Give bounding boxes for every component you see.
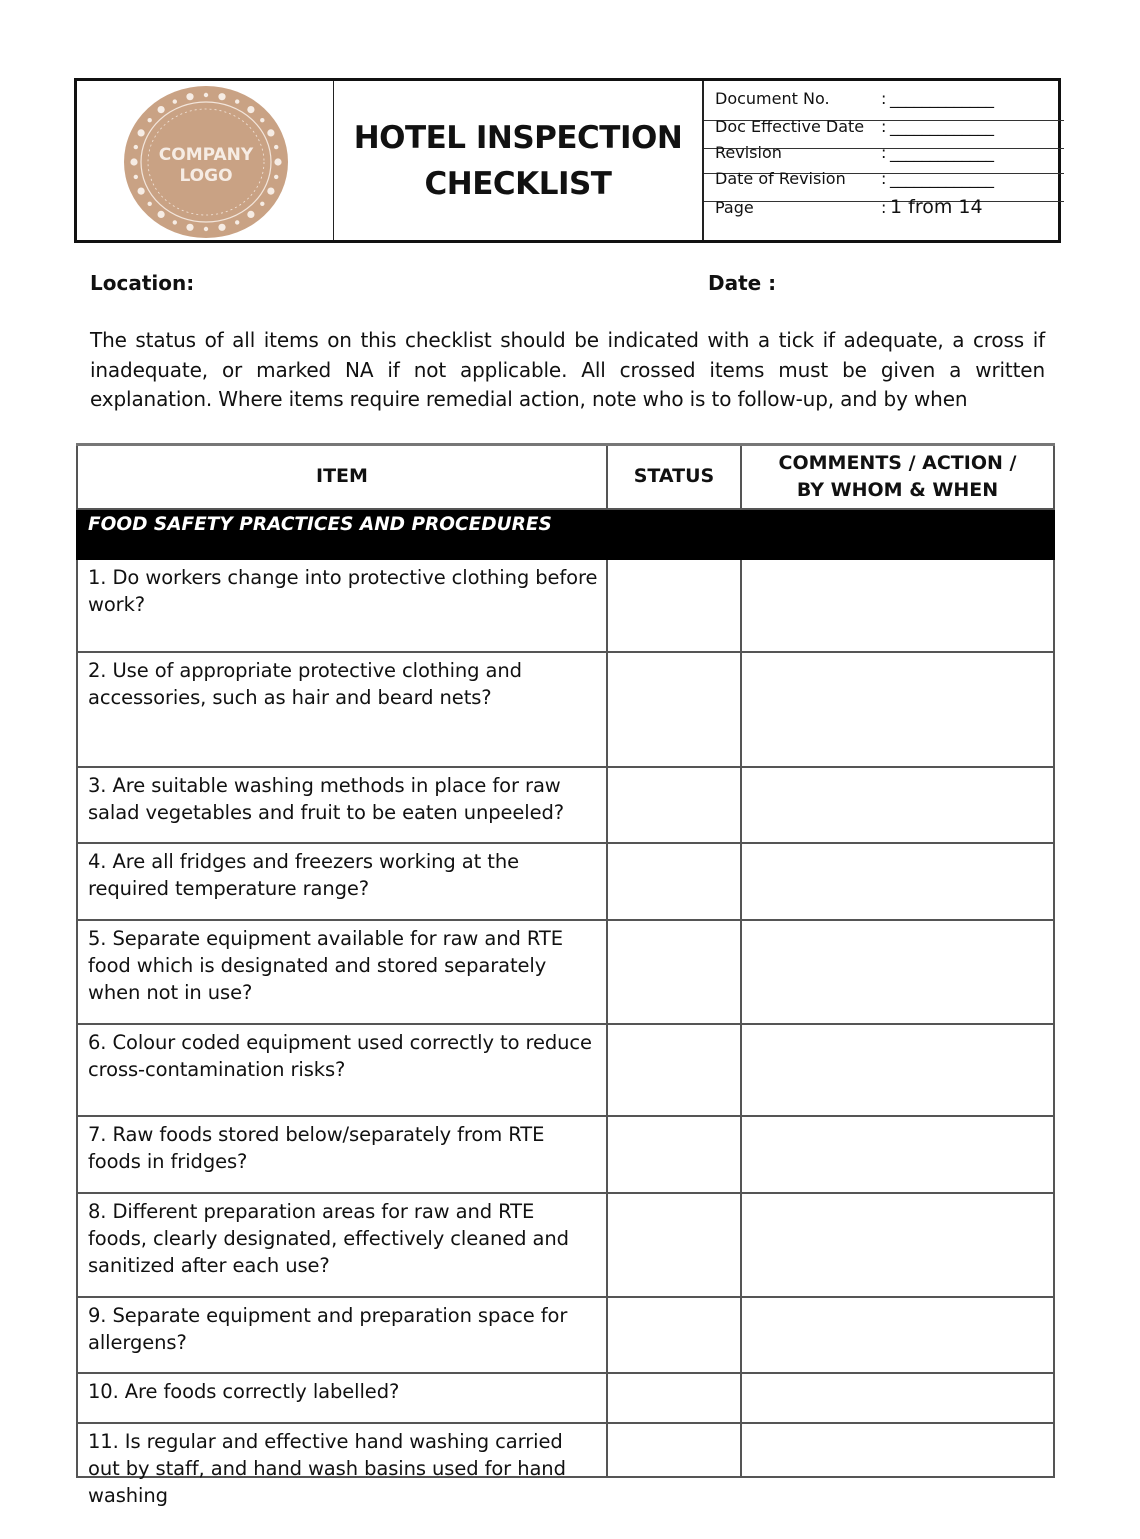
table-row: [77, 1024, 1054, 1116]
logo-flower-ornament: [204, 93, 208, 97]
title-cell: [334, 81, 704, 240]
meta-colon: :: [881, 142, 887, 162]
meta-value: _____________: [890, 88, 994, 108]
status-cell[interactable]: [607, 1024, 741, 1116]
logo-flower-ornament: [204, 227, 208, 231]
comments-cell[interactable]: [741, 1193, 1054, 1297]
item-cell: [77, 920, 607, 1024]
checklist-table: [76, 443, 1055, 1507]
table-header-row: [77, 445, 1054, 509]
meta-label: Document No.: [715, 88, 830, 108]
meta-value: _____________: [890, 168, 994, 188]
table-row: [77, 1297, 1054, 1373]
comments-cell[interactable]: [741, 1297, 1054, 1373]
table-row: [77, 1193, 1054, 1297]
column-header-comments: COMMENTS / ACTION / BY WHOM & WHEN: [741, 445, 1054, 509]
logo-flower-ornament: [173, 99, 177, 103]
logo-text-logo: LOGO: [179, 166, 233, 186]
logo-flower-ornament: [235, 99, 239, 103]
meta-label: Doc Effective Date: [715, 116, 865, 136]
item-cell: [77, 843, 607, 920]
meta-value: _____________: [890, 116, 994, 136]
document-header: [74, 78, 1061, 243]
comments-cell[interactable]: [741, 652, 1054, 767]
location-label: Location:: [90, 271, 195, 295]
item-cell: [77, 1193, 607, 1297]
item-text: 2. Use of appropriate protective clothing and accessories, such as hair and beard nets?: [88, 658, 522, 709]
logo-text-company: COMPANY: [158, 145, 254, 165]
status-cell[interactable]: [607, 559, 741, 652]
table-row: [77, 1116, 1054, 1193]
logo-flower-ornament: [173, 220, 177, 224]
item-text: 8. Different preparation areas for raw and RTE foods, clearly designated, effectively cleaned and sanitized after each use?: [88, 1199, 569, 1277]
logo-flower-ornament: [247, 106, 254, 113]
column-header-item: ITEM: [77, 445, 607, 509]
item-cell: [77, 652, 607, 767]
meta-colon: :: [881, 116, 887, 136]
logo-flower-ornament: [186, 224, 193, 231]
logo-flower-ornament: [218, 224, 225, 231]
status-cell[interactable]: [607, 920, 741, 1024]
status-cell[interactable]: [607, 652, 741, 767]
item-cell: [77, 559, 607, 652]
logo-flower-ornament: [274, 175, 278, 179]
status-cell[interactable]: [607, 1423, 741, 1477]
item-text: 11. Is regular and effective hand washing carried out by staff, and hand wash basins used for hand washing: [88, 1429, 566, 1507]
logo-flower-ornament: [274, 158, 281, 165]
logo-flower-ornament: [130, 158, 137, 165]
table-row: [77, 843, 1054, 920]
status-cell[interactable]: [607, 1193, 741, 1297]
logo-flower-ornament: [274, 145, 278, 149]
item-cell: [77, 1116, 607, 1193]
item-text: 4. Are all fridges and freezers working at the required temperature range?: [88, 849, 519, 900]
item-text: 7. Raw foods stored below/separately from RTE foods in fridges?: [88, 1122, 545, 1173]
logo-flower-ornament: [218, 93, 225, 100]
meta-colon: :: [881, 88, 887, 108]
logo-flower-ornament: [186, 93, 193, 100]
meta-label: Page: [715, 197, 754, 217]
meta-value: 1 from 14: [890, 196, 983, 218]
comments-cell[interactable]: [741, 1116, 1054, 1193]
comments-cell[interactable]: [741, 843, 1054, 920]
comments-cell[interactable]: [741, 767, 1054, 843]
comments-cell[interactable]: [741, 559, 1054, 652]
document-meta: [704, 81, 1058, 240]
logo-flower-ornament: [158, 106, 165, 113]
logo-flower-ornament: [267, 188, 274, 195]
logo-flower-ornament: [148, 118, 152, 122]
logo-flower-ornament: [134, 175, 138, 179]
instructions-paragraph: The status of all items on this checklist should be indicated with a tick if adequate, a cross if inadequate, or marked NA if not applicable. All crossed items must be given a written explanation. Where items require remedial action, note who is to follow-up, and by when: [90, 328, 1045, 411]
company-logo: [123, 84, 289, 238]
section-title: FOOD SAFETY PRACTICES AND PROCEDURES: [77, 509, 1054, 559]
logo-flower-ornament: [138, 129, 145, 136]
item-text: 9. Separate equipment and preparation space for allergens?: [88, 1303, 568, 1354]
logo-flower-ornament: [260, 202, 264, 206]
table-row: [77, 920, 1054, 1024]
logo-flower-ornament: [260, 118, 264, 122]
document-title-line1: HOTEL INSPECTION: [353, 119, 683, 156]
table-row: [77, 559, 1054, 652]
item-text: 10. Are foods correctly labelled?: [88, 1379, 400, 1403]
item-cell: [77, 767, 607, 843]
column-header-status: STATUS: [607, 445, 741, 509]
logo-flower-ornament: [247, 211, 254, 218]
logo-flower-ornament: [267, 129, 274, 136]
meta-colon: :: [881, 168, 887, 188]
comments-cell[interactable]: [741, 1024, 1054, 1116]
comments-cell[interactable]: [741, 1423, 1054, 1477]
status-cell[interactable]: [607, 1116, 741, 1193]
item-cell: [77, 1297, 607, 1373]
table-row: [77, 652, 1054, 767]
item-cell: [77, 1423, 607, 1507]
logo-flower-ornament: [134, 145, 138, 149]
table-row: [77, 1373, 1054, 1423]
item-text: 5. Separate equipment available for raw and RTE food which is designated and stored separately when not in use?: [88, 926, 563, 1004]
item-cell: [77, 1024, 607, 1116]
status-cell[interactable]: [607, 1297, 741, 1373]
comments-cell[interactable]: [741, 920, 1054, 1024]
logo-flower-ornament: [138, 188, 145, 195]
table-row: [77, 1423, 1054, 1477]
meta-colon: :: [881, 197, 887, 217]
item-text: 6. Colour coded equipment used correctly to reduce cross-contamination risks?: [88, 1030, 592, 1081]
meta-label: Revision: [715, 142, 782, 162]
document-title-line2: CHECKLIST: [424, 165, 612, 202]
logo-cell: [77, 81, 334, 240]
item-cell: [77, 1373, 607, 1423]
comments-cell[interactable]: [741, 1373, 1054, 1423]
logo-flower-ornament: [158, 211, 165, 218]
item-text: 1. Do workers change into protective clothing before work?: [88, 565, 598, 616]
meta-label: Date of Revision: [715, 168, 846, 188]
status-cell[interactable]: [607, 767, 741, 843]
status-cell[interactable]: [607, 843, 741, 920]
item-text: 3. Are suitable washing methods in place for raw salad vegetables and fruit to be eaten unpeeled?: [88, 773, 565, 824]
logo-flower-ornament: [148, 202, 152, 206]
section-row: [77, 509, 1054, 559]
logo-flower-ornament: [235, 220, 239, 224]
company-logo-graphic: [123, 84, 289, 238]
date-label: Date :: [708, 271, 777, 295]
status-cell[interactable]: [607, 1373, 741, 1423]
meta-value: _____________: [890, 142, 994, 162]
table-row: [77, 767, 1054, 843]
